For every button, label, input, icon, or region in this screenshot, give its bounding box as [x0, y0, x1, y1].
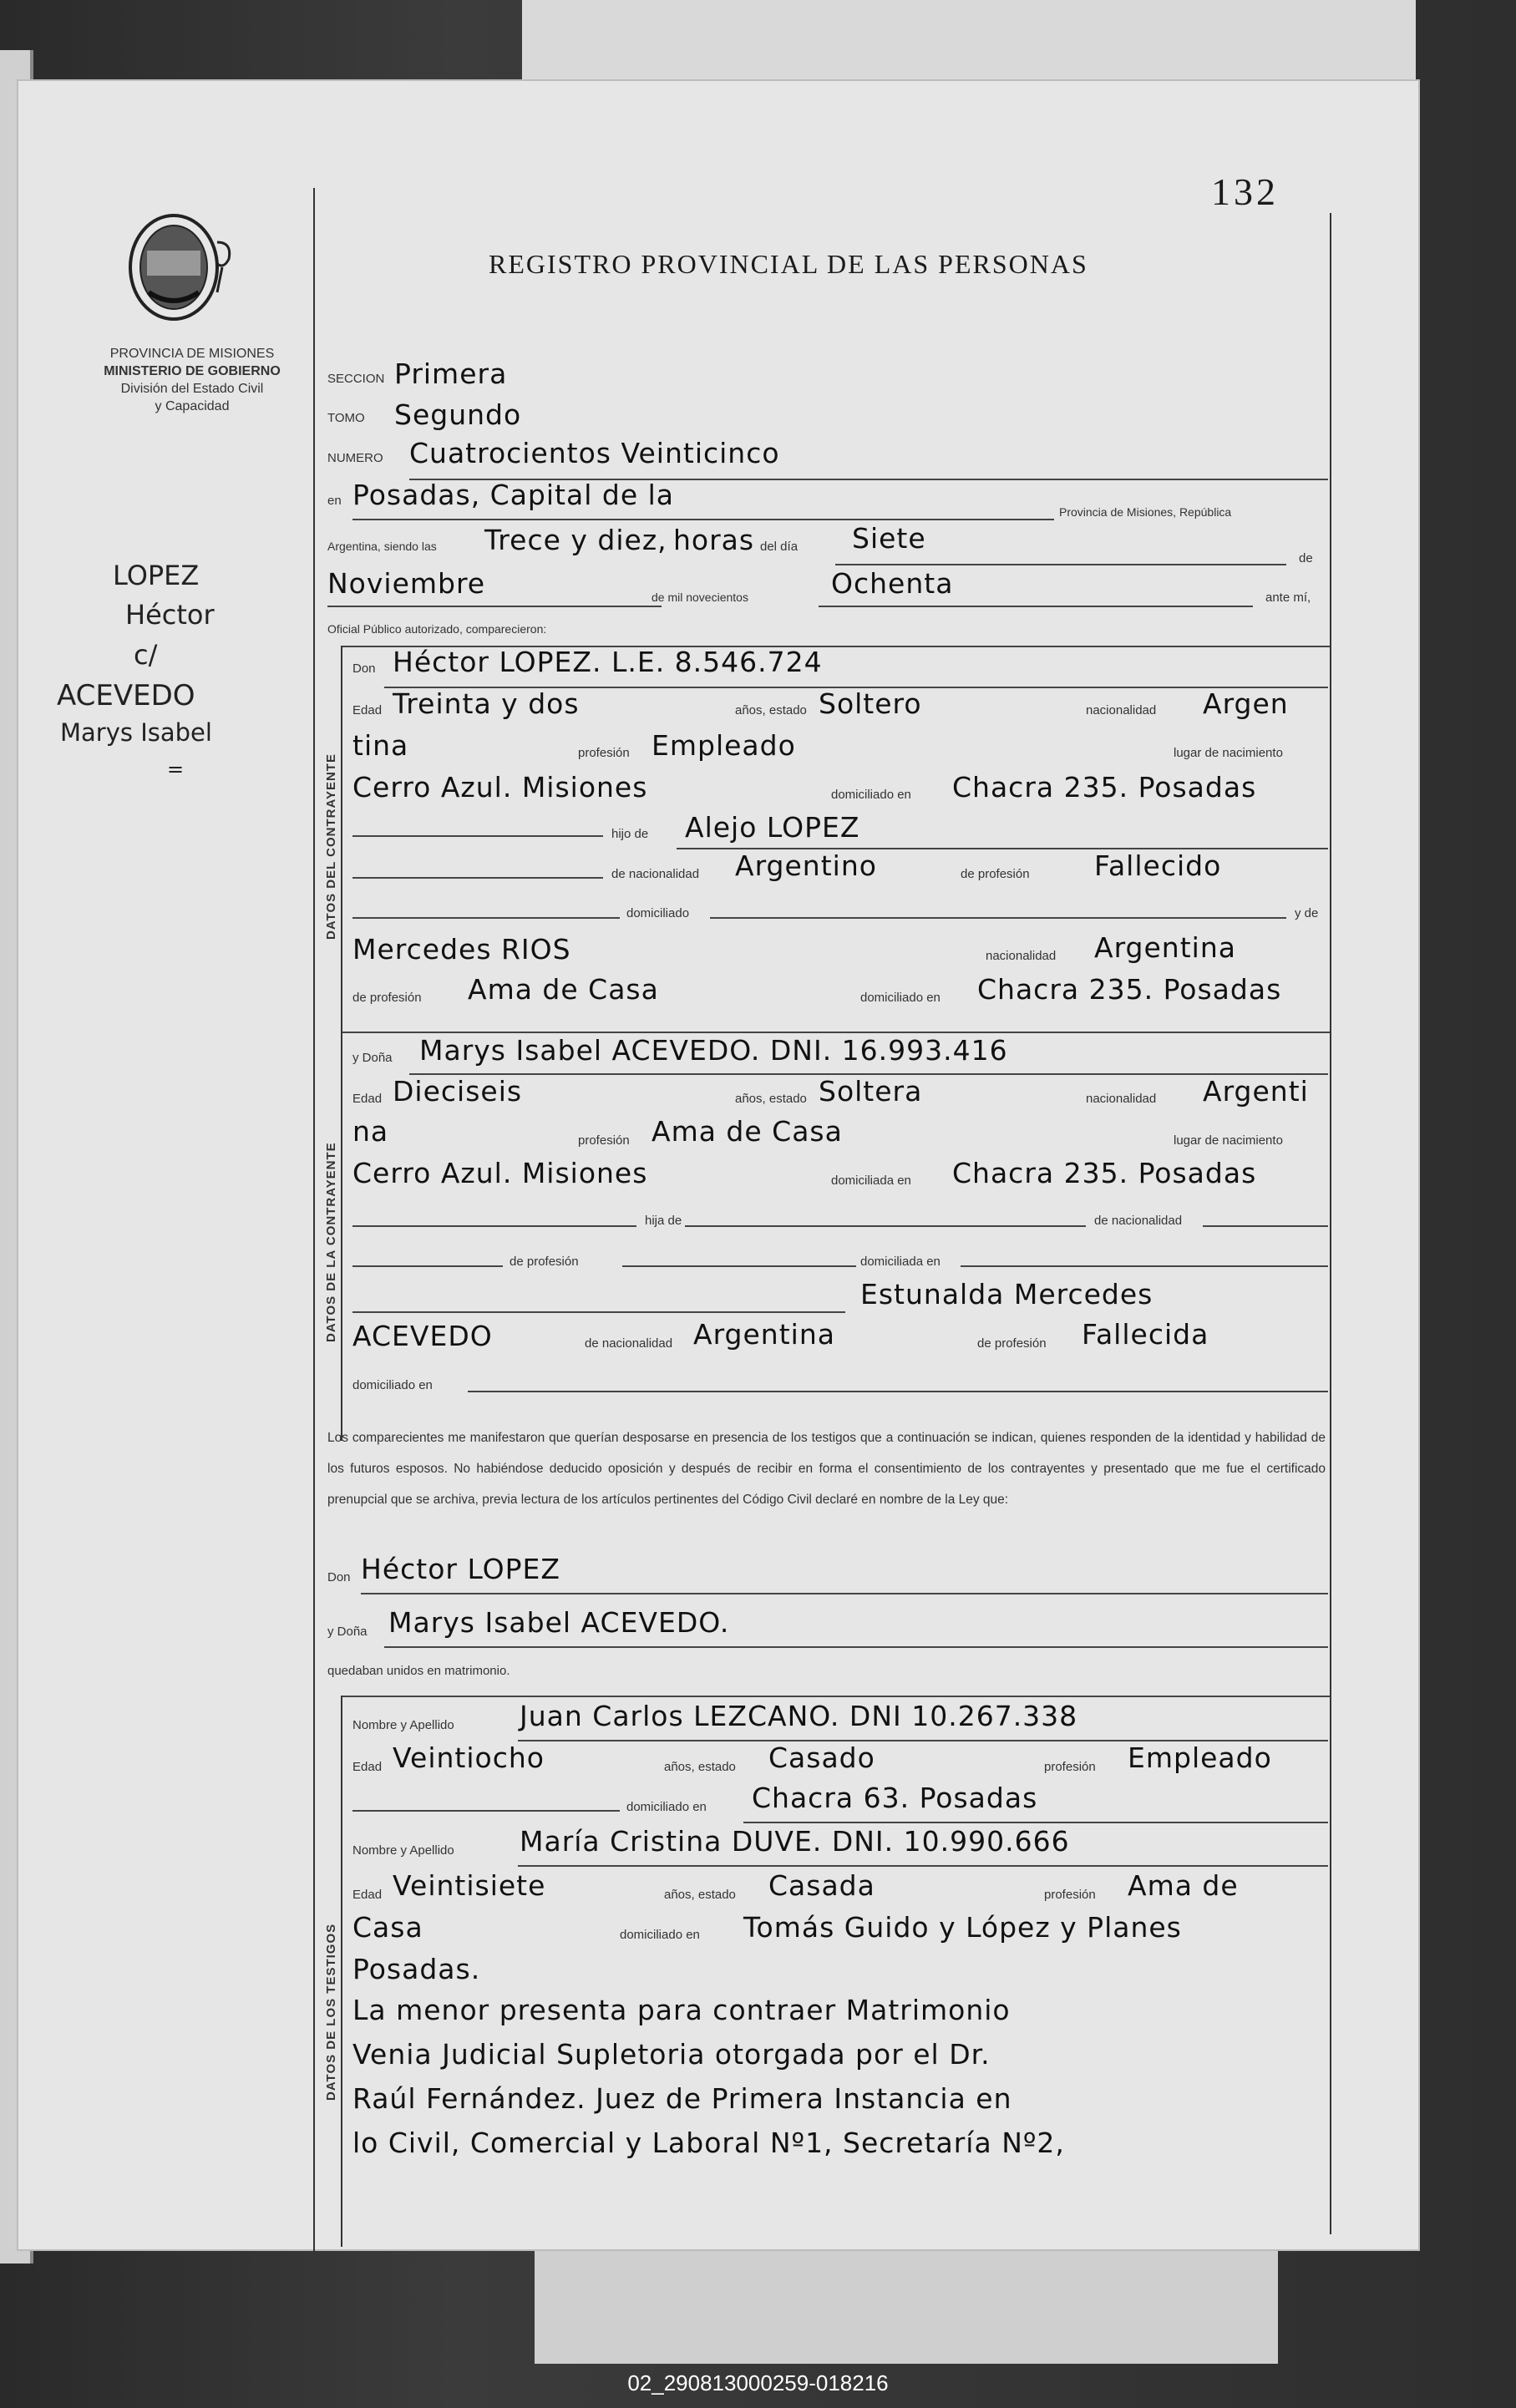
block-rule	[341, 646, 342, 1076]
section-testigos: DATOS DE LOS TESTIGOS	[324, 1923, 338, 2101]
field-madre-apellido: ACEVEDO	[352, 1320, 493, 1352]
field-mes: Noviembre	[327, 567, 486, 600]
label-de-nac: de nacionalidad	[585, 1336, 673, 1351]
office-line: PROVINCIA DE MISIONES	[109, 347, 275, 361]
field-padre: Alejo LOPEZ	[685, 811, 860, 844]
label-profesion: profesión	[1044, 1888, 1096, 1902]
label-lugar: lugar de nacimiento	[1174, 746, 1283, 760]
field-testigo1-dom: Chacra 63. Posadas	[752, 1782, 1038, 1814]
underline	[1203, 1225, 1328, 1227]
label-nacionalidad: nacionalidad	[1086, 1092, 1157, 1106]
note-line: Raúl Fernández. Juez de Primera Instancia en	[352, 2082, 1012, 2115]
field-testigo2-edad: Veintisiete	[393, 1869, 546, 1902]
label-edad: Edad	[352, 1888, 383, 1902]
page-title: REGISTRO PROVINCIAL DE LAS PERSONAS	[489, 249, 1088, 279]
declaration-text: Los comparecientes me manifestaron que querían desposarse en presencia de los testigos que a continuación se indican, quienes responden de la identidad y habilidad de los futuros esposos. No habiéndose deducido oposición y después de recibir en forma el consentimiento de los contrayentes y presentado que me fue el certificado prenupcial que se archiva, previa lectura de los artículos pertinentes del Código Civil declaré en nombre de la Ley que:	[327, 1431, 1326, 1507]
right-rule	[1330, 213, 1331, 2234]
field-union-dona: Marys Isabel ACEVEDO.	[388, 1606, 730, 1639]
underline	[352, 917, 620, 919]
field-nacionalidad-cont: tina	[352, 729, 409, 762]
label-domiciliada: domiciliada en	[831, 1174, 911, 1188]
field-domicilio: Chacra 235. Posadas	[952, 1157, 1257, 1189]
field-contrayenta-nombre: Marys Isabel ACEVEDO. DNI. 16.993.416	[419, 1034, 1008, 1067]
label-nacionalidad: nacionalidad	[986, 949, 1057, 963]
label-domiciliado: domiciliado en	[352, 1378, 433, 1392]
underline	[352, 835, 603, 837]
field-madre-nac: Argentina	[693, 1318, 835, 1351]
underline	[352, 519, 1054, 520]
label-y-dona: y Doña	[327, 1625, 368, 1639]
block-rule	[341, 1696, 342, 2247]
left-rule	[313, 188, 315, 2251]
field-testigo2-prof-cont: Casa	[352, 1911, 423, 1944]
office-line: y Capacidad	[155, 399, 230, 413]
underline	[352, 1311, 845, 1313]
label-mil: de mil novecientos	[652, 591, 748, 604]
underline	[327, 606, 662, 607]
label-hija: hija de	[645, 1214, 682, 1228]
field-padre-nac: Argentino	[735, 849, 877, 882]
field-lugar: Posadas, Capital de la	[352, 479, 674, 511]
field-anio: Ochenta	[831, 567, 954, 600]
label-seccion: SECCION	[327, 372, 385, 386]
field-tomo: Segundo	[394, 398, 522, 431]
field-testigo2-estado: Casada	[768, 1869, 875, 1902]
label-domiciliado: domiciliado en	[831, 788, 911, 802]
field-lugar-nac: Cerro Azul. Misiones	[352, 771, 648, 804]
label-lugar: lugar de nacimiento	[1174, 1133, 1283, 1148]
label-edad: Edad	[352, 703, 383, 717]
field-edad: Treinta y dos	[393, 687, 580, 720]
section-contrayente-mujer: DATOS DE LA CONTRAYENTE	[324, 1142, 338, 1342]
label-de-prof: de profesión	[510, 1255, 579, 1269]
field-hora: Trece y diez,	[484, 524, 667, 556]
field-estado: Soltero	[819, 687, 922, 720]
label-quedaban: quedaban unidos en matrimonio.	[327, 1664, 510, 1678]
field-edad: Dieciseis	[393, 1075, 523, 1108]
field-domicilio: Chacra 235. Posadas	[952, 771, 1257, 804]
field-testigo1-nombre: Juan Carlos LEZCANO. DNI 10.267.338	[520, 1700, 1078, 1732]
field-madre-prof: Fallecida	[1082, 1318, 1209, 1351]
field-testigo2-nombre: María Cristina DUVE. DNI. 10.990.666	[520, 1825, 1070, 1858]
label-en: en	[327, 494, 342, 508]
margin-note: =	[167, 758, 185, 781]
label-de-prof: de profesión	[352, 991, 422, 1005]
field-dia: Siete	[852, 522, 926, 555]
underline	[710, 917, 1286, 919]
field-testigo1-estado: Casado	[768, 1741, 875, 1774]
register-page	[17, 79, 1420, 2251]
label-profesion: profesión	[1044, 1760, 1096, 1774]
note-line: Venia Judicial Supletoria otorgada por el Dr.	[352, 2038, 991, 2071]
label-domiciliada: domiciliada en	[860, 1255, 941, 1269]
label-profesion: profesión	[578, 746, 630, 760]
label-anos-estado: años, estado	[664, 1760, 736, 1774]
margin-note: c/	[134, 639, 158, 671]
field-madre: Mercedes RIOS	[352, 933, 571, 966]
field-testigo1-prof: Empleado	[1128, 1741, 1272, 1774]
label-de-nac: de nacionalidad	[1094, 1214, 1183, 1228]
field-nacionalidad: Argen	[1203, 687, 1289, 720]
image-id-caption: 02_290813000259-018216	[627, 2370, 889, 2395]
office-block	[67, 345, 317, 415]
label-anos-estado: años, estado	[735, 1092, 807, 1106]
label-y-dona: y Doña	[352, 1051, 393, 1065]
label-nacionalidad: nacionalidad	[1086, 703, 1157, 717]
office-line: División del Estado Civil	[120, 382, 264, 396]
margin-note: Marys Isabel	[60, 718, 212, 747]
field-nacionalidad-cont: na	[352, 1115, 389, 1148]
underline	[352, 1265, 503, 1267]
field-padre-prof: Fallecido	[1094, 849, 1222, 882]
section-contrayente: DATOS DEL CONTRAYENTE	[324, 753, 338, 940]
label-oficial: Oficial Público autorizado, comparecieron:	[327, 622, 547, 636]
field-nacionalidad: Argenti	[1203, 1075, 1309, 1108]
label-domiciliado: domiciliado	[626, 906, 690, 920]
underline	[835, 564, 1286, 565]
underline	[743, 1822, 1328, 1823]
label-de: de	[1299, 551, 1313, 565]
label-del-dia: del día	[760, 540, 799, 554]
underline	[819, 606, 1253, 607]
field-testigo2-dom: Tomás Guido y López y Planes	[743, 1911, 1182, 1944]
field-seccion: Primera	[394, 357, 508, 390]
label-don: Don	[327, 1570, 351, 1584]
label-hijo: hijo de	[611, 827, 649, 841]
label-don: Don	[352, 662, 376, 676]
underline	[384, 1646, 1328, 1648]
label-edad: Edad	[352, 1760, 383, 1774]
field-madre: Estunalda Mercedes	[860, 1278, 1153, 1310]
underline	[352, 1225, 636, 1227]
label-domiciliado: domiciliado en	[620, 1928, 700, 1942]
underline	[468, 1391, 1328, 1392]
block-rule	[341, 1032, 342, 1441]
underline	[352, 1810, 620, 1812]
field-madre-nac: Argentina	[1094, 931, 1236, 964]
label-argentina: Argentina, siendo las	[327, 540, 437, 553]
block-rule	[341, 1032, 1330, 1033]
underline	[518, 1865, 1328, 1867]
label-de-nac: de nacionalidad	[611, 867, 700, 881]
underline	[622, 1265, 856, 1267]
label-domiciliado: domiciliado en	[860, 991, 941, 1005]
field-estado: Soltera	[819, 1075, 923, 1108]
provincial-seal-icon	[124, 209, 241, 334]
note-line: La menor presenta para contraer Matrimonio	[352, 1994, 1011, 2026]
label-de-prof: de profesión	[961, 867, 1030, 881]
field-testigo1-edad: Veintiocho	[393, 1741, 545, 1774]
field-testigo2-prof: Ama de	[1128, 1869, 1239, 1902]
field-union-don: Héctor LOPEZ	[361, 1553, 560, 1585]
label-y-de: y de	[1295, 906, 1319, 920]
field-madre-prof: Ama de Casa	[468, 973, 659, 1006]
field-profesion: Empleado	[652, 729, 796, 762]
field-testigo2-dom-cont: Posadas.	[352, 1953, 481, 1985]
label-ante: ante mí,	[1265, 591, 1311, 605]
margin-note: ACEVEDO	[57, 679, 195, 712]
block-rule	[341, 1696, 1330, 1697]
label-provincia: Provincia de Misiones, República	[1059, 505, 1232, 519]
margin-note: LOPEZ	[113, 560, 200, 591]
field-madre-dom: Chacra 235. Posadas	[977, 973, 1282, 1006]
note-line: lo Civil, Comercial y Laboral Nº1, Secretaría Nº2,	[352, 2127, 1065, 2159]
field-profesion: Ama de Casa	[652, 1115, 843, 1148]
field-numero: Cuatrocientos Veinticinco	[409, 437, 780, 469]
label-nombre-apellido: Nombre y Apellido	[352, 1843, 454, 1858]
label-nombre-apellido: Nombre y Apellido	[352, 1718, 454, 1732]
underline	[361, 1593, 1328, 1594]
office-line: MINISTERIO DE GOBIERNO	[104, 364, 281, 378]
page-number: 132	[1211, 170, 1279, 213]
underline	[961, 1265, 1328, 1267]
label-anos-estado: años, estado	[664, 1888, 736, 1902]
label-de-prof: de profesión	[977, 1336, 1047, 1351]
underline	[352, 877, 603, 879]
label-profesion: profesión	[578, 1133, 630, 1148]
label-horas: horas	[673, 524, 755, 556]
label-edad: Edad	[352, 1092, 383, 1106]
margin-note: Héctor	[125, 599, 215, 631]
field-lugar-nac: Cerro Azul. Misiones	[352, 1157, 648, 1189]
field-contrayente-nombre: Héctor LOPEZ. L.E. 8.546.724	[393, 646, 823, 678]
label-numero: NUMERO	[327, 451, 383, 465]
label-domiciliado: domiciliado en	[626, 1800, 707, 1814]
underline	[685, 1225, 1086, 1227]
label-tomo: TOMO	[327, 411, 365, 425]
label-anos-estado: años, estado	[735, 703, 807, 717]
